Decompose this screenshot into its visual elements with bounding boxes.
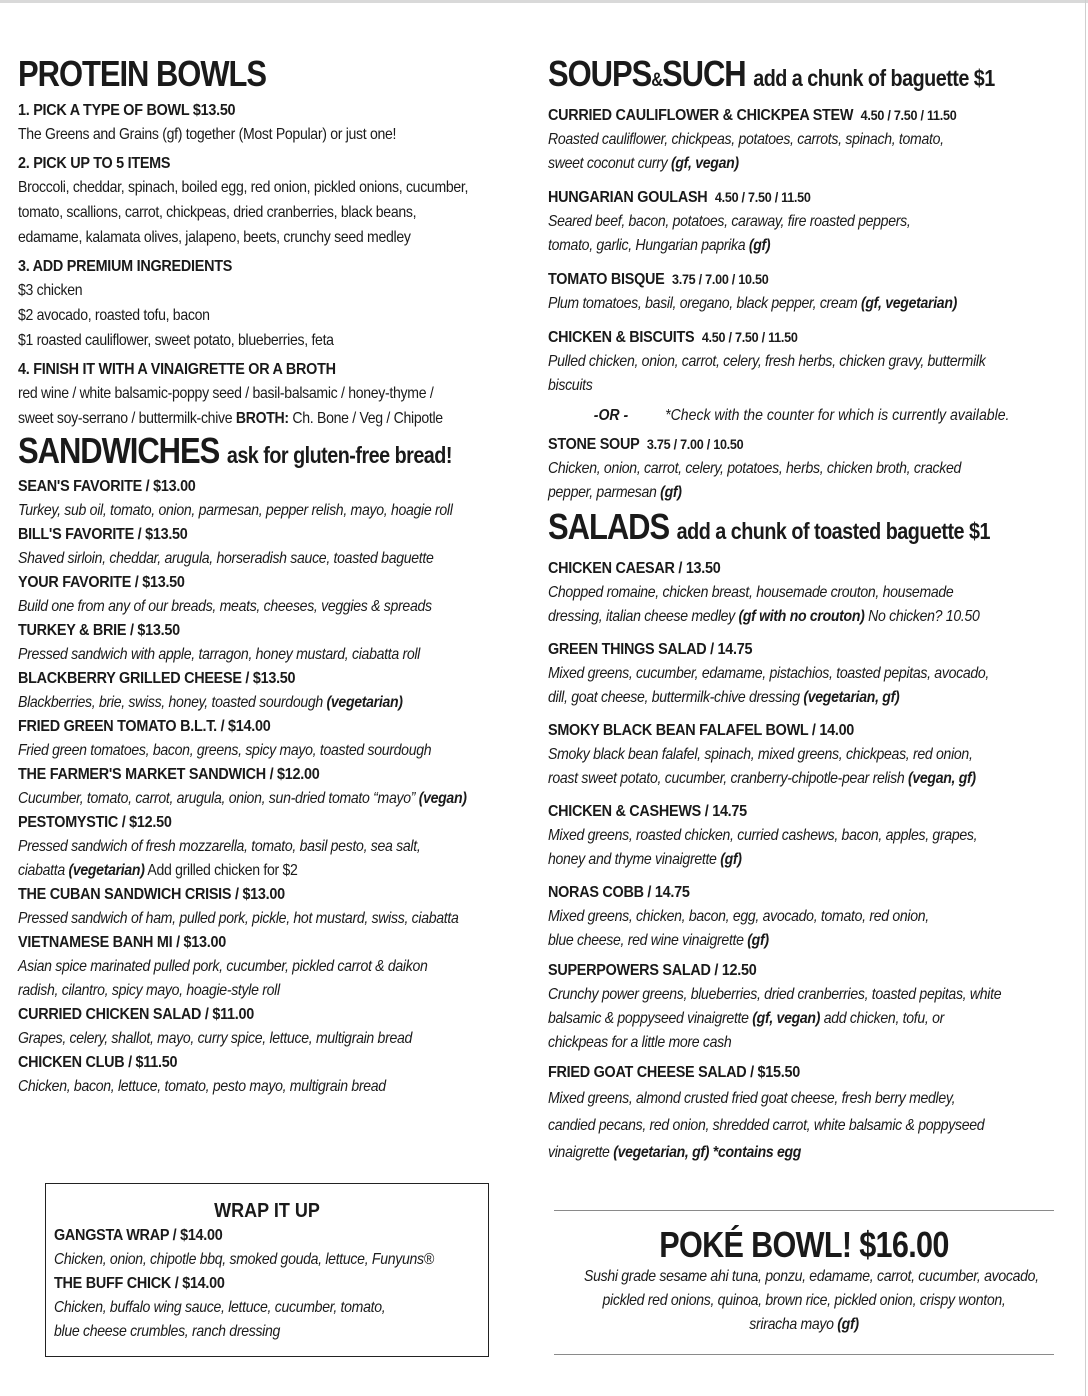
menu-item-desc: Chicken, bacon, lettuce, tomato, pesto mayo, multigrain bread (18, 1078, 386, 1095)
spacer (548, 791, 1063, 800)
menu-item-name (548, 185, 1012, 210)
soups-amp: & (651, 70, 663, 91)
desc-text: Plum tomatoes, basil, oregano, black pepper, cream (548, 295, 862, 312)
menu-item-desc: Pressed sandwich of ham, pulled pork, pickle, hot mustard, swiss, ciabatta (18, 910, 459, 927)
diet-tag: (vegan) (418, 790, 467, 807)
menu-item-desc (18, 787, 469, 811)
diet-tag: (vegetarian) (326, 694, 403, 711)
addon-text: Add grilled chicken for $2 (144, 862, 298, 879)
menu-item-desc (548, 929, 1001, 953)
right-column (548, 52, 1063, 1166)
menu-item-desc (18, 547, 469, 571)
protein-bowls-heading: PROTEIN BOWLS (18, 53, 267, 94)
step1-title: 1. PICK A TYPE OF BOWL $13.50 (18, 102, 236, 119)
menu-item-desc: Chicken, onion, chipotle bbq, smoked gouda, lettuce, Funyuns® (54, 1251, 434, 1268)
menu-item-desc (548, 152, 1001, 176)
desc-text: balsamic & poppyseed vinaigrette (548, 1010, 753, 1027)
menu-item-desc (18, 859, 469, 883)
menu-item-desc (548, 1007, 1001, 1031)
menu-item-name: GANGSTA WRAP / $14.00 (54, 1227, 223, 1244)
menu-item-name: GREEN THINGS SALAD / 14.75 (548, 641, 753, 658)
menu-item-name: TURKEY & BRIE / $13.50 (18, 622, 180, 639)
menu-item-desc: Crunchy power greens, blueberries, dried cranberries, toasted pepitas, white (548, 986, 1002, 1003)
menu-item-name: YOUR FAVORITE / $13.50 (18, 574, 185, 591)
menu-item-name: CHICKEN CLUB / $11.50 (18, 1054, 178, 1071)
menu-item-desc: Asian spice marinated pulled pork, cucumber, pickled carrot & daikon (18, 958, 428, 975)
menu-item-desc: candied pecans, red onion, shredded carrot, white balsamic & poppyseed (548, 1117, 985, 1134)
desc-text: ciabatta (18, 862, 69, 879)
menu-item-desc (548, 210, 1001, 234)
soup-price: 4.50 / 7.50 / 11.50 (701, 329, 798, 345)
menu-item-desc: Pressed sandwich of fresh mozzarella, tomato, basil pesto, sea salt, (18, 838, 421, 855)
poke-title: POKÉ BOWL! $16.00 (659, 1224, 949, 1265)
menu-item-desc: blue cheese crumbles, ranch dressing (54, 1323, 281, 1340)
menu-item-desc (18, 691, 469, 715)
spacer (548, 176, 1063, 185)
menu-item-desc (548, 605, 1001, 629)
desc-text: pepper, parmesan (548, 484, 661, 501)
menu-item-name: VIETNAMESE BANH MI / $13.00 (18, 934, 226, 951)
broth-label: BROTH: (235, 410, 289, 427)
soup-name: CHICKEN & BISCUITS (548, 329, 695, 346)
menu-item-name: BLACKBERRY GRILLED CHEESE / $13.50 (18, 670, 296, 687)
menu-item-desc (548, 350, 1001, 374)
poke-desc (584, 1313, 1024, 1337)
menu-item-desc: Smoky black bean falafel, spinach, mixed greens, chickpeas, red onion, (548, 746, 973, 763)
soup-price: 3.75 / 7.00 / 10.50 (671, 271, 769, 287)
step4-dressings: sweet soy-serrano / buttermilk-chive (18, 410, 236, 427)
menu-item-desc: Chopped romaine, chicken breast, housemade crouton, housemade (548, 584, 954, 601)
soup-price: 3.75 / 7.00 / 10.50 (646, 436, 744, 452)
step3-line: $2 avocado, roasted tofu, bacon (18, 307, 210, 324)
menu-item-desc (548, 292, 1001, 316)
availability-note (548, 404, 1010, 428)
diet-tag: (vegetarian) (68, 862, 145, 879)
menu-item-desc (18, 499, 469, 523)
step3-line: $3 chicken (18, 282, 83, 299)
step1-text: The Greens and Grains (gf) together (Most Popular) or just one! (18, 126, 397, 143)
menu-item-desc (548, 234, 1001, 258)
soup-name: TOMATO BISQUE (548, 271, 665, 288)
top-border (0, 0, 1088, 3)
soup-price: 4.50 / 7.50 / 11.50 (860, 107, 957, 123)
desc-text: honey and thyme vinaigrette (548, 851, 721, 868)
step2-line: Broccoli, cheddar, spinach, boiled egg, red onion, pickled onions, cucumber, (18, 179, 469, 196)
diet-tag: (gf) (837, 1316, 859, 1333)
menu-item-desc (548, 128, 1001, 152)
menu-item-name: THE FARMER'S MARKET SANDWICH / $12.00 (18, 766, 320, 783)
desc-text: Pressed sandwich with apple, tarragon, honey mustard, ciabatta roll (18, 646, 420, 663)
desc-text: Roasted cauliflower, chickpeas, potatoes, carrots, spinach, tomato, (548, 131, 944, 148)
menu-item-desc: Chicken, buffalo wing sauce, lettuce, cucumber, tomato, (54, 1299, 386, 1316)
poke-bowl-section (554, 1210, 1054, 1355)
sandwiches-subtitle: ask for gluten-free bread! (226, 442, 452, 468)
menu-item-desc (18, 643, 469, 667)
menu-item-name: PESTOMYSTIC / $12.50 (18, 814, 172, 831)
desc-text: Pulled chicken, onion, carrot, celery, fresh herbs, chicken gravy, buttermilk (548, 353, 986, 370)
menu-item-name: THE CUBAN SANDWICH CRISIS / $13.00 (18, 886, 285, 903)
menu-item-desc: Chicken, onion, carrot, celery, potatoes, herbs, chicken broth, cracked (548, 460, 962, 477)
desc-text: dill, goat cheese, buttermilk-chive dressing (548, 689, 804, 706)
desc-text: sriracha mayo (749, 1316, 838, 1333)
sandwiches-title: SANDWICHES (18, 430, 220, 471)
desc-text: roast sweet potato, cucumber, cranberry-chipotle-pear relish (548, 770, 908, 787)
wrap-title: WRAP IT UP (214, 1200, 320, 1222)
soups-title: SOUPS (548, 53, 652, 94)
menu-item-desc (18, 739, 469, 763)
menu-item-name: FRIED GOAT CHEESE SALAD / $15.50 (548, 1064, 800, 1081)
desc-text: vinaigrette (548, 1144, 614, 1161)
menu-item-name (548, 325, 1012, 350)
step2-line: edamame, kalamata olives, jalapeno, beets, crunchy seed medley (18, 229, 411, 246)
salads-subtitle: add a chunk of toasted baguette $1 (676, 518, 990, 544)
step4-title: 4. FINISH IT WITH A VINAIGRETTE OR A BROTH (18, 361, 336, 378)
menu-item-name: SEAN'S FAVORITE / $13.00 (18, 478, 196, 495)
spacer (548, 629, 1063, 638)
menu-item-name: CHICKEN CAESAR / 13.50 (548, 560, 721, 577)
spacer (548, 710, 1063, 719)
poke-desc: Sushi grade sesame ahi tuna, ponzu, edamame, carrot, cucumber, avocado, (584, 1268, 1039, 1285)
step3-line: $1 roasted cauliflower, sweet potato, blueberries, feta (18, 332, 334, 349)
desc-text: Turkey, sub oil, tomato, onion, parmesan, pepper relish, mayo, hoagie roll (18, 502, 453, 519)
menu-item-name (548, 103, 1012, 128)
diet-tag: (vegetarian, gf) *contains egg (613, 1144, 802, 1161)
or-label: -OR - (593, 407, 629, 424)
menu-item-desc: Mixed greens, chicken, bacon, egg, avocado, tomato, red onion, (548, 908, 929, 925)
menu-item-name: CHICKEN & CASHEWS / 14.75 (548, 803, 747, 820)
diet-tag: (gf) (748, 237, 771, 254)
desc-text: dressing, italian cheese medley (548, 608, 739, 625)
menu-item-desc (548, 481, 1001, 505)
menu-item-desc (548, 1139, 1001, 1166)
spacer (548, 872, 1063, 881)
menu-item-desc: chickpeas for a little more cash (548, 1034, 732, 1051)
menu-item-name (548, 267, 1012, 292)
soup-list (548, 103, 1063, 398)
step4-line: red wine / white balsamic-poppy seed / basil-balsamic / honey-thyme / (18, 385, 434, 402)
menu-item-desc: Mixed greens, roasted chicken, curried cashews, bacon, apples, grapes, (548, 827, 978, 844)
menu-item-desc (548, 767, 1001, 791)
desc-text: Seared beef, bacon, potatoes, caraway, fire roasted peppers, (548, 213, 911, 230)
diet-tag: (vegan, gf) (907, 770, 976, 787)
such-title: SUCH (662, 53, 746, 94)
menu-item-name (548, 432, 1012, 457)
wrap-it-up-box (45, 1183, 489, 1357)
sandwich-list (18, 475, 530, 811)
check-text: *Check with the counter for which is currently available. (665, 407, 1010, 424)
desc-text: Shaved sirloin, cheddar, arugula, horseradish sauce, toasted baguette (18, 550, 434, 567)
diet-tag: (gf) (720, 851, 742, 868)
menu-item-name: CURRIED CHICKEN SALAD / $11.00 (18, 1006, 254, 1023)
soup-name: CURRIED CAULIFLOWER & CHICKPEA STEW (548, 107, 854, 124)
left-column (18, 52, 530, 1099)
diet-tag: (gf) (660, 484, 682, 501)
salads-title: SALADS (548, 506, 670, 547)
desc-text: Blackberries, brie, swiss, honey, toasted sourdough (18, 694, 327, 711)
desc-text: Fried green tomatoes, bacon, greens, spicy mayo, toasted sourdough (18, 742, 432, 759)
spacer (548, 258, 1063, 267)
step2-line: tomato, scallions, carrot, chickpeas, dried cranberries, black beans, (18, 204, 417, 221)
sandwiches-heading (18, 431, 458, 475)
soups-heading (548, 53, 995, 101)
menu-item-desc (18, 595, 469, 619)
diet-tag: (gf with no crouton) (738, 608, 865, 625)
diet-tag: (gf) (747, 932, 769, 949)
menu-item-desc: Grapes, celery, shallot, mayo, curry spice, lettuce, multigrain bread (18, 1030, 413, 1047)
desc-text: biscuits (548, 377, 593, 394)
desc-text: add chicken, tofu, or (820, 1010, 945, 1027)
desc-text: Build one from any of our breads, meats, cheeses, veggies & spreads (18, 598, 432, 615)
diet-tag: (gf, vegan) (752, 1010, 821, 1027)
menu-item-name: SUPERPOWERS SALAD / 12.50 (548, 962, 757, 979)
menu-item-desc (548, 374, 1001, 398)
menu-item-desc: Mixed greens, cucumber, edamame, pistachios, toasted pepitas, avocado, (548, 665, 990, 682)
broth-options: Ch. Bone / Veg / Chipotle (288, 410, 443, 427)
step2-title: 2. PICK UP TO 5 ITEMS (18, 155, 171, 172)
menu-item-desc (548, 848, 1001, 872)
menu-item-desc: radish, cilantro, spicy mayo, hoagie-style roll (18, 982, 280, 999)
soup-name: STONE SOUP (548, 436, 640, 453)
menu-item-desc: Mixed greens, almond crusted fried goat cheese, fresh berry medley, (548, 1090, 956, 1107)
diet-tag: (vegetarian, gf) (803, 689, 900, 706)
soup-price: 4.50 / 7.50 / 11.50 (714, 189, 811, 205)
menu-item-name: FRIED GREEN TOMATO B.L.T. / $14.00 (18, 718, 271, 735)
step4-line (18, 406, 469, 431)
menu-item-name: THE BUFF CHICK / $14.00 (54, 1275, 225, 1292)
desc-text: sweet coconut curry (548, 155, 671, 172)
salads-heading (548, 507, 991, 551)
menu-item-name: SMOKY BLACK BEAN FALAFEL BOWL / 14.00 (548, 722, 855, 739)
soups-subtitle: add a chunk of baguette $1 (753, 65, 995, 91)
diet-tag: (gf, vegan) (670, 155, 739, 172)
desc-text: tomato, garlic, Hungarian paprika (548, 237, 749, 254)
diet-tag: (gf, vegetarian) (861, 295, 958, 312)
soup-name: HUNGARIAN GOULASH (548, 189, 708, 206)
poke-desc: pickled red onions, quinoa, brown rice, pickled onion, crispy wonton, (602, 1292, 1006, 1309)
menu-item-name: NORAS COBB / 14.75 (548, 884, 690, 901)
menu-item-name: BILL'S FAVORITE / $13.50 (18, 526, 188, 543)
desc-text: Cucumber, tomato, carrot, arugula, onion, sun-dried tomato “mayo” (18, 790, 419, 807)
desc-text: No chicken? 10.50 (864, 608, 980, 625)
step3-title: 3. ADD PREMIUM INGREDIENTS (18, 258, 233, 275)
desc-text: blue cheese, red wine vinaigrette (548, 932, 748, 949)
menu-item-desc (548, 686, 1001, 710)
right-border (1085, 0, 1086, 1396)
spacer (548, 316, 1063, 325)
